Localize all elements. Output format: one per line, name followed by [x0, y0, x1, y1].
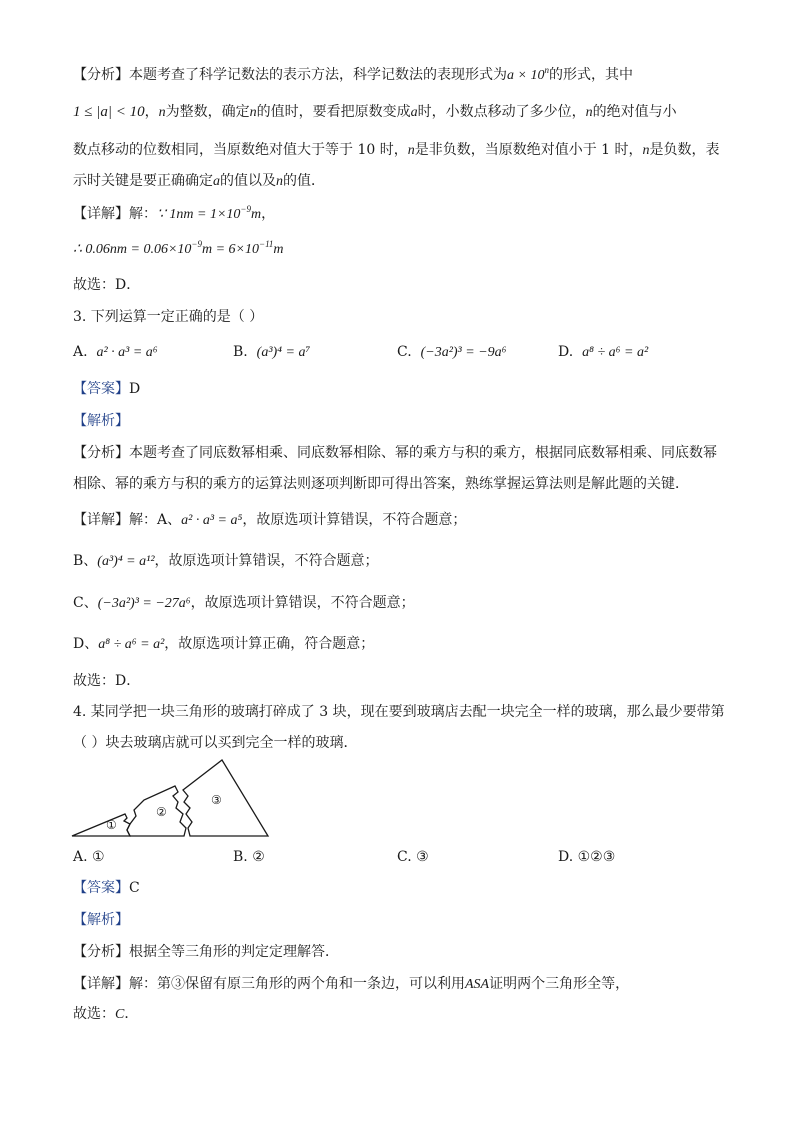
q4-option-a: A. ①: [73, 849, 105, 865]
q3-option-d: D. a⁸ ÷ a⁶ = a²: [558, 344, 649, 360]
q3-answer: 【答案】D: [73, 381, 141, 397]
q3-final: 故选：D．: [73, 673, 141, 689]
glass-piece-3: [183, 760, 268, 836]
q4-option-b: B. ②: [233, 849, 265, 865]
q4-final: 故选：C．: [73, 1006, 139, 1022]
math-var: a: [410, 105, 418, 120]
q4-option-c: C. ③: [397, 849, 429, 865]
q4-detail: 【详解】解：第③保留有原三角形的两个角和一条边，可以利用ASA证明两个三角形全等，: [73, 976, 630, 992]
q3-detail-c: C、(−3a²)³ = −27a⁶，故原选项计算错误，不符合题意；: [73, 595, 415, 611]
math-inequality: 1 ≤ |a| < 10: [73, 104, 145, 120]
choice-line: 故选：D．: [73, 277, 141, 293]
math-var: n: [158, 105, 166, 120]
question-4-title-1: 4. 某同学把一块三角形的玻璃打碎成了 3 块，现在要到玻璃店去配一块完全一样的玻璃，那么最少要带第: [73, 704, 725, 720]
detail-line-2: [73, 240, 284, 259]
math-expr: ∵ $1nm = 1\times 10^{-9}m$: [157, 204, 262, 222]
math-var: n: [585, 105, 593, 120]
broken-glass-triangle-figure: [70, 758, 280, 838]
question-3-title: 3. 下列运算一定正确的是（ ）: [73, 309, 264, 325]
q3-detail-b: B、(a³)⁴ = a¹²，故原选项计算错误，不符合题意；: [73, 553, 379, 569]
analysis-line-1: [73, 66, 633, 85]
q3-option-c: C. (−3a²)³ = −9a⁶: [397, 344, 507, 360]
q3-analysis-2: 相除、幂的乘方与积的乘方的运算法则逐项判断即可得出答案，熟练掌握运算法则是解此题的关键．: [73, 476, 689, 492]
detail-line-1: 【详解】解：∵ $1nm = 1\times 10^{-9}m$，: [73, 204, 276, 222]
q4-analysis-label: 【解析】: [73, 912, 129, 928]
math-expr: ∴ $0.06nm = 0.06\times 10^{-9}m = 6\times 10^{-11}m$: [73, 239, 284, 257]
fig-label-1: ①: [106, 818, 117, 832]
q3-detail-d: D、a⁸ ÷ a⁶ = a²，故原选项计算正确，符合题意；: [73, 636, 375, 652]
analysis-line-2: 1 ≤ |a| < 10，n为整数，确定n的值时，要看把原数变成a时，小数点移动了多少位，n的绝对值与小: [73, 104, 677, 120]
analysis-line-3: 数点移动的位数相同，当原数绝对值大于等于 10 时，n是非负数，当原数绝对值小于 1 时，n是负数，表: [73, 142, 720, 158]
math-expr: $a \times 10^n$: [507, 65, 549, 83]
q4-answer: 【答案】C: [73, 880, 140, 896]
math-var: n: [249, 105, 257, 120]
glass-piece-1: [72, 814, 130, 836]
q3-analysis-1: 【分析】本题考查了同底数幂相乘、同底数幂相除、幂的乘方与积的乘方，根据同底数幂相乘、同底数幂: [73, 445, 717, 461]
q3-detail-a: 【详解】解：A、a² · a³ = a⁵，故原选项计算错误，不符合题意；: [73, 512, 467, 528]
q3-analysis-label: 【解析】: [73, 413, 129, 429]
text: 【分析】本题考查了科学记数法的表示方法，科学记数法的表现形式为: [73, 67, 507, 83]
fig-label-2: ②: [156, 805, 167, 819]
q4-analysis: 【分析】根据全等三角形的判定定理解答．: [73, 944, 339, 960]
analysis-line-4: 示时关键是要正确确定a的值以及n的值．: [73, 173, 325, 189]
q4-option-d: D. ①②③: [558, 849, 616, 865]
q3-option-a: A. a² · a³ = a⁶: [73, 344, 158, 360]
q3-option-b: B. (a³)⁴ = a⁷: [233, 344, 311, 360]
text: 的形式，其中: [548, 67, 633, 83]
fig-label-3: ③: [211, 793, 222, 807]
question-4-title-2: （ ）块去玻璃店就可以买到完全一样的玻璃．: [73, 735, 358, 751]
